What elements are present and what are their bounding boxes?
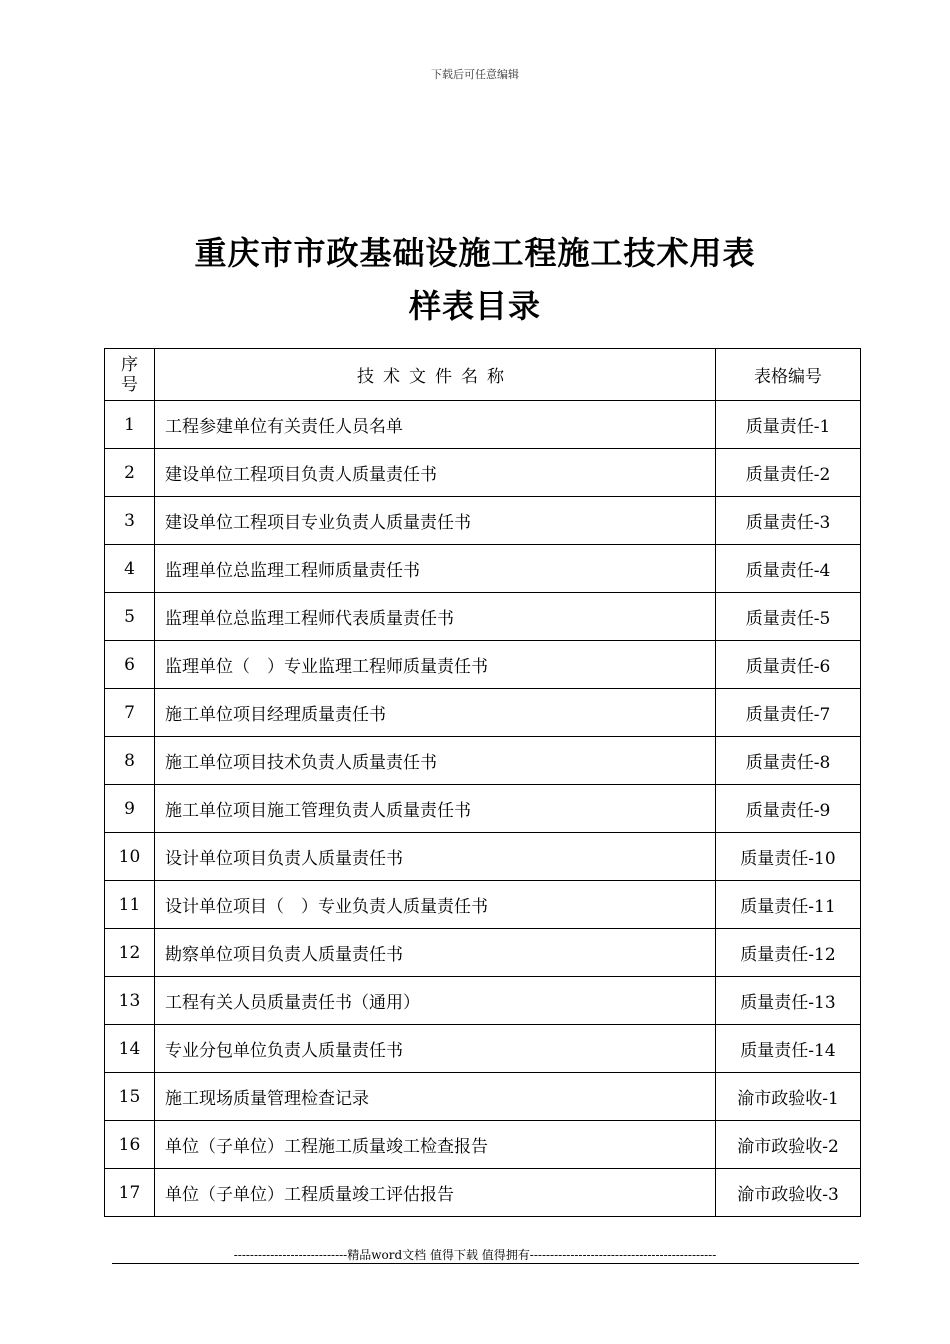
table-row bbox=[105, 833, 861, 881]
row-number: 5 bbox=[105, 593, 155, 641]
row-form-code: 质量责任-9 bbox=[716, 785, 861, 833]
row-document-name: 设计单位项目（ ）专业负责人质量责任书 bbox=[155, 881, 716, 929]
row-document-name: 单位（子单位）工程施工质量竣工检查报告 bbox=[155, 1121, 716, 1169]
catalog-table bbox=[104, 348, 861, 1217]
row-number: 13 bbox=[105, 977, 155, 1025]
row-document-name: 建设单位工程项目负责人质量责任书 bbox=[155, 449, 716, 497]
row-document-name: 建设单位工程项目专业负责人质量责任书 bbox=[155, 497, 716, 545]
table-row bbox=[105, 545, 861, 593]
row-number: 4 bbox=[105, 545, 155, 593]
row-number: 9 bbox=[105, 785, 155, 833]
row-document-name: 专业分包单位负责人质量责任书 bbox=[155, 1025, 716, 1073]
row-form-code: 渝市政验收-1 bbox=[716, 1073, 861, 1121]
row-form-code: 质量责任-4 bbox=[716, 545, 861, 593]
table-row bbox=[105, 881, 861, 929]
row-form-code: 质量责任-13 bbox=[716, 977, 861, 1025]
row-document-name: 监理单位总监理工程师代表质量责任书 bbox=[155, 593, 716, 641]
row-number: 10 bbox=[105, 833, 155, 881]
row-number: 12 bbox=[105, 929, 155, 977]
table-row bbox=[105, 641, 861, 689]
table-row bbox=[105, 401, 861, 449]
header-number-line2: 号 bbox=[121, 374, 138, 395]
row-number: 11 bbox=[105, 881, 155, 929]
footer-note: ----------------------------精品word文档 值得下载 值得拥有---------------------------------------------- bbox=[233, 1248, 717, 1262]
document-subtitle: 样表目录 bbox=[408, 287, 541, 325]
row-document-name: 工程有关人员质量责任书（通用） bbox=[155, 977, 716, 1025]
row-form-code: 质量责任-1 bbox=[716, 401, 861, 449]
row-document-name: 设计单位项目负责人质量责任书 bbox=[155, 833, 716, 881]
row-number: 1 bbox=[105, 401, 155, 449]
row-form-code: 质量责任-3 bbox=[716, 497, 861, 545]
row-number: 17 bbox=[105, 1169, 155, 1217]
table-row bbox=[105, 1073, 861, 1121]
row-number: 8 bbox=[105, 737, 155, 785]
table-row bbox=[105, 1169, 861, 1217]
table-row bbox=[105, 449, 861, 497]
table-row bbox=[105, 497, 861, 545]
table-row bbox=[105, 785, 861, 833]
table-row bbox=[105, 737, 861, 785]
table-row bbox=[105, 1025, 861, 1073]
row-form-code: 质量责任-11 bbox=[716, 881, 861, 929]
row-form-code: 质量责任-8 bbox=[716, 737, 861, 785]
row-form-code: 质量责任-12 bbox=[716, 929, 861, 977]
header-form-code: 表格编号 bbox=[716, 349, 861, 401]
row-number: 16 bbox=[105, 1121, 155, 1169]
row-number: 14 bbox=[105, 1025, 155, 1073]
row-number: 6 bbox=[105, 641, 155, 689]
row-document-name: 监理单位总监理工程师质量责任书 bbox=[155, 545, 716, 593]
row-number: 2 bbox=[105, 449, 155, 497]
row-form-code: 渝市政验收-2 bbox=[716, 1121, 861, 1169]
row-document-name: 单位（子单位）工程质量竣工评估报告 bbox=[155, 1169, 716, 1217]
row-document-name: 施工单位项目施工管理负责人质量责任书 bbox=[155, 785, 716, 833]
row-document-name: 监理单位（ ）专业监理工程师质量责任书 bbox=[155, 641, 716, 689]
row-form-code: 渝市政验收-3 bbox=[716, 1169, 861, 1217]
header-document-name: 技术文件名称 bbox=[155, 349, 716, 401]
row-form-code: 质量责任-2 bbox=[716, 449, 861, 497]
row-form-code: 质量责任-5 bbox=[716, 593, 861, 641]
row-form-code: 质量责任-10 bbox=[716, 833, 861, 881]
row-form-code: 质量责任-14 bbox=[716, 1025, 861, 1073]
table-row bbox=[105, 1121, 861, 1169]
table-row bbox=[105, 929, 861, 977]
row-number: 15 bbox=[105, 1073, 155, 1121]
footer-divider bbox=[112, 1263, 859, 1264]
row-document-name: 勘察单位项目负责人质量责任书 bbox=[155, 929, 716, 977]
header-number bbox=[105, 349, 155, 401]
row-number: 7 bbox=[105, 689, 155, 737]
table-row bbox=[105, 977, 861, 1025]
header-note: 下载后可任意编辑 bbox=[431, 68, 519, 81]
header-number-line1: 序 bbox=[121, 354, 138, 375]
table-row bbox=[105, 689, 861, 737]
document-title: 重庆市市政基础设施工程施工技术用表 bbox=[194, 234, 756, 272]
row-document-name: 施工单位项目经理质量责任书 bbox=[155, 689, 716, 737]
row-form-code: 质量责任-7 bbox=[716, 689, 861, 737]
table-header-row bbox=[105, 349, 861, 401]
table-row bbox=[105, 593, 861, 641]
row-document-name: 施工现场质量管理检查记录 bbox=[155, 1073, 716, 1121]
row-number: 3 bbox=[105, 497, 155, 545]
row-document-name: 施工单位项目技术负责人质量责任书 bbox=[155, 737, 716, 785]
row-document-name: 工程参建单位有关责任人员名单 bbox=[155, 401, 716, 449]
row-form-code: 质量责任-6 bbox=[716, 641, 861, 689]
